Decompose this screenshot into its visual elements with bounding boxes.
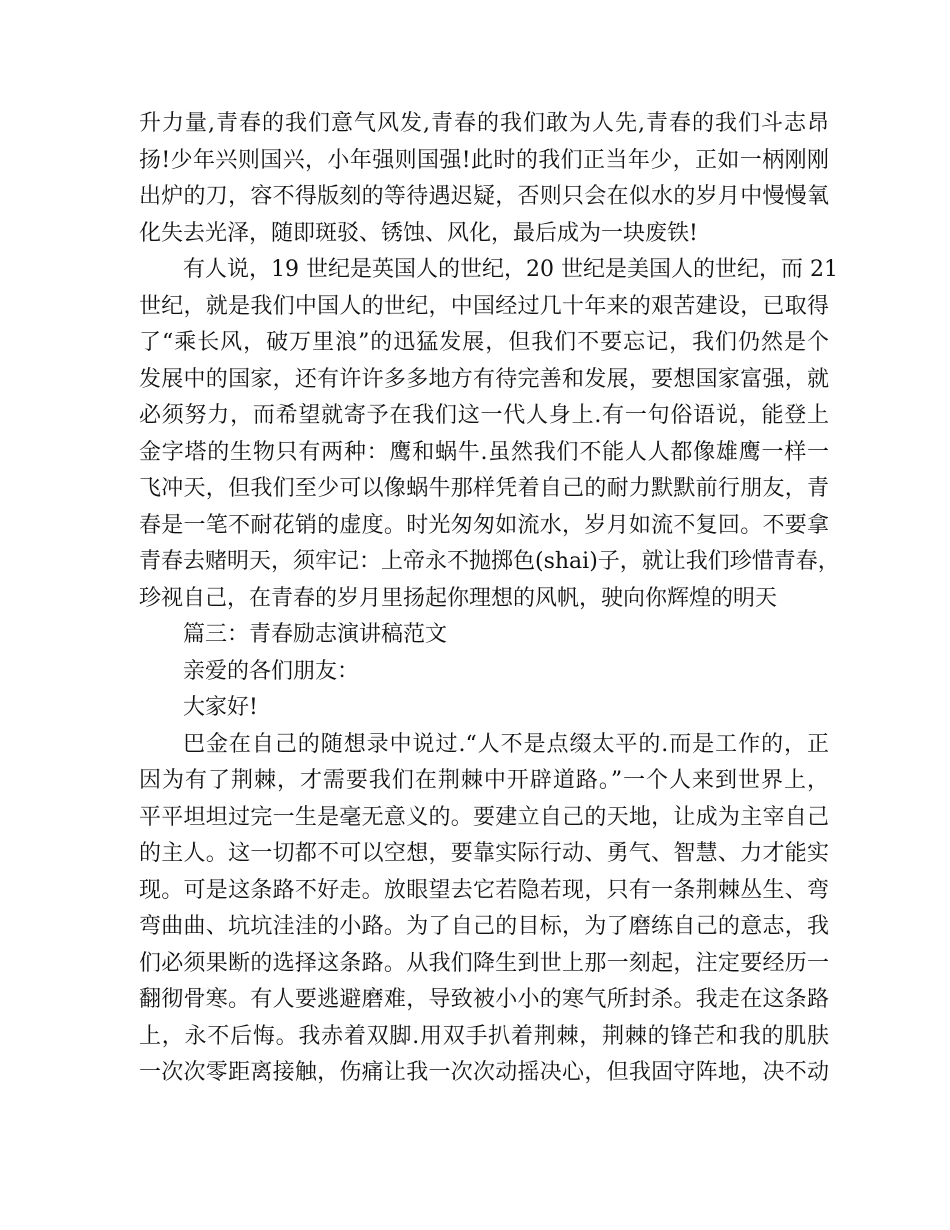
text-line: 平平坦坦过完一生是毫无意义的。要建立自己的天地，让成为主宰自己 (139, 804, 829, 830)
text-line: 世纪，就是我们中国人的世纪，中国经过几十年来的艰苦建设，已取得 (139, 293, 829, 319)
document-body (139, 106, 840, 1092)
text-line: 巴金在自己的随想录中说过.“人不是点缀太平的.而是工作的，正 (183, 731, 829, 757)
text-line: 篇三：青春励志演讲稿范文 (183, 622, 448, 647)
text-line: 飞冲天，但我们至少可以像蜗牛那样凭着自己的耐力默默前行朋友，青 (139, 476, 829, 501)
text-line: 翻彻骨寒。有人要逃避磨难，导致被小小的寒气所封杀。我走在这条路 (139, 987, 829, 1012)
text-line: 因为有了荆棘，才需要我们在荆棘中开辟道路。”一个人来到世界上， (139, 768, 829, 793)
text-line: 化失去光泽，随即斑驳、锈蚀、风化，最后成为一块废铁! (139, 220, 698, 246)
text-line: 上，永不后悔。我赤着双脚.用双手扒着荆棘，荆棘的锋芒和我的肌肤 (139, 1023, 829, 1049)
text-line: 必须努力，而希望就寄予在我们这一代人身上.有一句俗语说，能登上 (139, 403, 829, 428)
text-line: 现。可是这条路不好走。放眼望去它若隐若现，只有一条荆棘丛生、弯 (139, 877, 829, 903)
text-line: 大家好! (183, 695, 258, 720)
text-line: 弯曲曲、坑坑洼洼的小路。为了自己的目标，为了磨练自己的意志，我 (139, 914, 829, 939)
text-line: 有人说，19 世纪是英国人的世纪，20 世纪是美国人的世纪，而 21 (183, 257, 838, 282)
text-line: 发展中的国家，还有许许多多地方有待完善和发展，要想国家富强，就 (139, 366, 829, 392)
text-line: 珍视自己，在青春的岁月里扬起你理想的风帆，驶向你辉煌的明天 (139, 585, 778, 611)
text-line: 春是一笔不耐花销的虚度。时光匆匆如流水，岁月如流不复回。不要拿 (139, 512, 829, 538)
text-line: 升力量,青春的我们意气风发,青春的我们敢为人先,青春的我们斗志昂 (139, 111, 829, 136)
text-line: 亲爱的各们朋友： (183, 658, 360, 684)
text-line: 出炉的刀，容不得版刻的等待遇迟疑，否则只会在似水的岁月中慢慢氧 (139, 184, 829, 209)
text-line: 们必须果断的选择这条路。从我们降生到世上那一刻起，注定要经历一 (139, 950, 829, 976)
text-line: 扬!少年兴则国兴，小年强则国强!此时的我们正当年少，正如一柄刚刚 (139, 147, 829, 173)
text-line: 了“乘长风，破万里浪”的迅猛发展，但我们不要忘记，我们仍然是个 (139, 330, 829, 355)
text-line: 金字塔的生物只有两种：鹰和蜗牛.虽然我们不能人人都像雄鹰一样一 (139, 439, 829, 465)
text-line: 青春去赌明天，须牢记：上帝永不抛掷色(shai)子，就让我们珍惜青春， (139, 549, 840, 574)
text-line: 的主人。这一切都不可以空想，要靠实际行动、勇气、智慧、力才能实 (139, 841, 829, 866)
text-line: 一次次零距离接触，伤痛让我一次次动摇决心，但我固守阵地，决不动 (139, 1060, 829, 1085)
